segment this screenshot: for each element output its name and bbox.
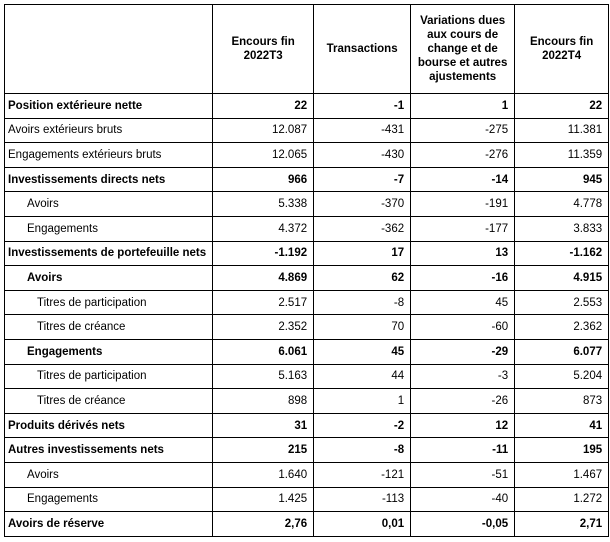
cell-encours-t3: 12.065 [213, 143, 314, 168]
row-label: Engagements [5, 487, 213, 512]
table-body [5, 94, 609, 537]
cell-encours-t4: 4.915 [515, 266, 609, 291]
cell-encours-t4: 22 [515, 94, 609, 119]
table-row [5, 487, 609, 512]
cell-encours-t3: 4.869 [213, 266, 314, 291]
row-label: Produits dérivés nets [5, 413, 213, 438]
table-row [5, 339, 609, 364]
table-row [5, 94, 609, 119]
header-row [5, 5, 609, 94]
cell-transactions: 1 [314, 389, 411, 414]
cell-encours-t3: 4.372 [213, 216, 314, 241]
header-transactions: Transactions [314, 5, 411, 94]
cell-variations: -60 [411, 315, 515, 340]
position-exterieure-table [4, 4, 609, 537]
cell-variations: 12 [411, 413, 515, 438]
cell-encours-t4: 945 [515, 167, 609, 192]
cell-variations: -275 [411, 118, 515, 143]
cell-encours-t3: 31 [213, 413, 314, 438]
row-label: Titres de participation [5, 290, 213, 315]
cell-encours-t3: 12.087 [213, 118, 314, 143]
cell-variations: 13 [411, 241, 515, 266]
row-label: Titres de créance [5, 315, 213, 340]
cell-encours-t4: 6.077 [515, 339, 609, 364]
cell-encours-t4: 2.362 [515, 315, 609, 340]
cell-transactions: -2 [314, 413, 411, 438]
cell-variations: 45 [411, 290, 515, 315]
cell-transactions: 70 [314, 315, 411, 340]
table-row [5, 413, 609, 438]
table-row [5, 241, 609, 266]
table-row [5, 364, 609, 389]
cell-variations: -26 [411, 389, 515, 414]
cell-variations: -29 [411, 339, 515, 364]
row-label: Titres de créance [5, 389, 213, 414]
cell-encours-t3: 5.163 [213, 364, 314, 389]
cell-encours-t3: 966 [213, 167, 314, 192]
cell-encours-t4: -1.162 [515, 241, 609, 266]
cell-encours-t4: 1.272 [515, 487, 609, 512]
cell-encours-t4: 3.833 [515, 216, 609, 241]
cell-variations: 1 [411, 94, 515, 119]
table-row [5, 389, 609, 414]
cell-encours-t4: 1.467 [515, 462, 609, 487]
table-row [5, 192, 609, 217]
header-encours-t4: Encours fin 2022T4 [515, 5, 609, 94]
cell-variations: -11 [411, 438, 515, 463]
cell-encours-t3: 2.352 [213, 315, 314, 340]
cell-transactions: -7 [314, 167, 411, 192]
header-encours-t3: Encours fin 2022T3 [213, 5, 314, 94]
cell-encours-t4: 2,71 [515, 512, 609, 537]
cell-encours-t3: 5.338 [213, 192, 314, 217]
header-label [5, 5, 213, 94]
cell-encours-t3: 1.640 [213, 462, 314, 487]
cell-transactions: -8 [314, 438, 411, 463]
cell-transactions: 0,01 [314, 512, 411, 537]
cell-transactions: -8 [314, 290, 411, 315]
cell-encours-t4: 2.553 [515, 290, 609, 315]
row-label: Position extérieure nette [5, 94, 213, 119]
header-variations: Variations dues aux cours de change et de bourse et autres ajustements [411, 5, 515, 94]
row-label: Investissements directs nets [5, 167, 213, 192]
cell-transactions: 45 [314, 339, 411, 364]
row-label: Avoirs extérieurs bruts [5, 118, 213, 143]
table-row [5, 118, 609, 143]
cell-variations: -16 [411, 266, 515, 291]
cell-encours-t3: 22 [213, 94, 314, 119]
table-row [5, 167, 609, 192]
table-row [5, 266, 609, 291]
cell-variations: -40 [411, 487, 515, 512]
cell-transactions: -113 [314, 487, 411, 512]
cell-transactions: -431 [314, 118, 411, 143]
cell-variations: -0,05 [411, 512, 515, 537]
table-row [5, 462, 609, 487]
cell-variations: -177 [411, 216, 515, 241]
row-label: Titres de participation [5, 364, 213, 389]
cell-encours-t3: 898 [213, 389, 314, 414]
row-label: Investissements de portefeuille nets [5, 241, 213, 266]
cell-encours-t3: 215 [213, 438, 314, 463]
cell-transactions: 17 [314, 241, 411, 266]
cell-encours-t3: 1.425 [213, 487, 314, 512]
cell-variations: -3 [411, 364, 515, 389]
cell-transactions: -1 [314, 94, 411, 119]
cell-encours-t4: 4.778 [515, 192, 609, 217]
row-label: Engagements extérieurs bruts [5, 143, 213, 168]
cell-transactions: -362 [314, 216, 411, 241]
cell-encours-t3: -1.192 [213, 241, 314, 266]
cell-variations: -14 [411, 167, 515, 192]
row-label: Autres investissements nets [5, 438, 213, 463]
cell-variations: -51 [411, 462, 515, 487]
row-label: Avoirs de réserve [5, 512, 213, 537]
cell-transactions: 62 [314, 266, 411, 291]
row-label: Engagements [5, 216, 213, 241]
cell-encours-t4: 41 [515, 413, 609, 438]
cell-transactions: -430 [314, 143, 411, 168]
cell-transactions: -121 [314, 462, 411, 487]
table-row [5, 438, 609, 463]
table-row [5, 512, 609, 537]
row-label: Avoirs [5, 462, 213, 487]
cell-encours-t4: 5.204 [515, 364, 609, 389]
row-label: Avoirs [5, 266, 213, 291]
row-label: Engagements [5, 339, 213, 364]
row-label: Avoirs [5, 192, 213, 217]
cell-variations: -276 [411, 143, 515, 168]
cell-encours-t4: 11.359 [515, 143, 609, 168]
table-row [5, 290, 609, 315]
table-row [5, 315, 609, 340]
table-row [5, 216, 609, 241]
cell-encours-t3: 2.517 [213, 290, 314, 315]
cell-encours-t4: 873 [515, 389, 609, 414]
cell-transactions: 44 [314, 364, 411, 389]
table-row [5, 143, 609, 168]
cell-variations: -191 [411, 192, 515, 217]
cell-encours-t3: 2,76 [213, 512, 314, 537]
cell-encours-t4: 195 [515, 438, 609, 463]
cell-encours-t3: 6.061 [213, 339, 314, 364]
cell-encours-t4: 11.381 [515, 118, 609, 143]
cell-transactions: -370 [314, 192, 411, 217]
